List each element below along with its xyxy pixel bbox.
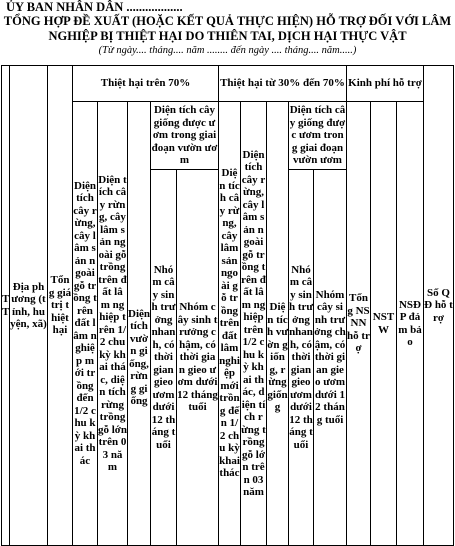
col-nursery-area-2 (267, 102, 289, 546)
col-slow-group-1 (177, 170, 219, 546)
col-slow-group-2-label: Nhóm cây sinh trưởng chậm, có thời gian gieo ươm dưới 12 tháng tuổi (314, 288, 346, 426)
report-title-line-2: NGHIỆP BỊ THIỆT HẠI DO THIÊN TAI, DỊCH HẠI THỰC VẬT (48, 29, 407, 43)
col-fund-total (347, 102, 371, 546)
col-seedling-area-2-label: Diện tích cây giống được ươm trong giai đoạn vườn ươm (289, 104, 346, 167)
col-decision-label: Số QĐ hỗ trợ (424, 286, 453, 324)
col-fast-group-1 (151, 170, 177, 546)
col-fund-local-label: NSĐP đảm bảo (398, 298, 422, 348)
col-slow-group-2 (314, 170, 347, 546)
col-fund-central-label: NSTW (372, 311, 395, 336)
col-locality (10, 66, 48, 546)
group-funding (347, 66, 424, 102)
group-over-70 (73, 66, 219, 102)
col-forest-area-2 (98, 102, 128, 546)
col-forest-area-1-label: Diện tích cây rừng, cây lâm sản ngoài gỗ trồng trên đất lâm nghiệp mới trồng đến 1/2 chu kỳ khai thác (73, 179, 97, 467)
col-seedling-area-1-label: Diện tích cây giống được ươm trong giai đoạn vườn ươm (151, 104, 218, 167)
col-forest-area-1 (73, 102, 98, 546)
col-seedling-area-2 (289, 102, 347, 170)
col-forest-area-4-label: Diện tích cây rừng, cây lâm sản ngoài gỗ trồng trên đất lâm nghiệp trên 1/2 chu kỳ khai thác, diện tích rừng trồng gỗ lớn trên 03 năm (241, 148, 266, 498)
group-30-to-70 (219, 66, 347, 102)
col-fund-local (397, 102, 424, 546)
report-period: (Từ ngày.... tháng.... năm ........ đến ngày .... tháng.... năm.....) (98, 45, 357, 56)
col-fund-central (371, 102, 397, 546)
col-fast-group-2-label: Nhóm cây sinh trưởng nhanh, có thời gian gieo ươm dưới 12 tháng tuổi (289, 263, 314, 451)
col-slow-group-1-label: Nhóm cây sinh trưởng chậm, có thời gian gieo ươm dưới 12 tháng tuổi (177, 301, 218, 414)
col-fund-total-label: Tổng NSNN hỗ trợ (347, 292, 370, 355)
col-fast-group-1-label: Nhóm cây sinh trưởng nhanh, có thời gian gieo ươm dưới 12 tháng tuổi (151, 263, 176, 451)
group-over-70-label: Thiệt hại trên 70% (100, 77, 191, 90)
col-forest-area-4 (241, 102, 267, 546)
col-seedling-area-1 (151, 102, 219, 170)
col-total-damage-label: Tổng giá trị thiệt hại (48, 274, 72, 337)
col-forest-area-2-label: Diện tích cây rừng, cây lâm sản ngoài gỗ trồng trên đất lâm nghiệp trên 1/2 chu kỳ khai thác, diện tích rừng trồng gỗ lớn trên 03 năm (98, 173, 128, 473)
col-nursery-area-2-label: Diện tích vườn giống, rừng giống (267, 301, 288, 414)
col-locality-label: Địa phương (tỉnh, huyện, xã) (10, 280, 47, 330)
col-stt (2, 66, 10, 546)
group-funding-label: Kinh phí hỗ trợ (348, 77, 422, 90)
col-forest-area-3-label: Diện tích cây rừng, cây lâm sản ngoài gỗ trồng trên đất lâm nghiệp mới trồng đến 1/2 chu kỳ khai thác (219, 167, 240, 480)
col-fast-group-2 (289, 170, 314, 546)
col-decision (424, 66, 454, 546)
support-summary-table (1, 65, 454, 546)
group-30-to-70-label: Thiệt hại từ 30% đến 70% (220, 77, 345, 90)
col-nursery-area-1 (128, 102, 151, 546)
report-title-line-1: TỔNG HỢP ĐỀ XUẤT (HOẶC KẾT QUẢ THỰC HIỆN) HỖ TRỢ ĐỐI VỚI LÂM (3, 14, 452, 28)
col-stt-label: TT (2, 293, 10, 318)
col-forest-area-3 (219, 102, 241, 546)
col-total-damage (48, 66, 73, 546)
col-nursery-area-1-label: Diện tích vườn giống, rừng giống (128, 307, 150, 407)
agency-name: ỦY BAN NHÂN DÂN .................. (6, 0, 183, 14)
